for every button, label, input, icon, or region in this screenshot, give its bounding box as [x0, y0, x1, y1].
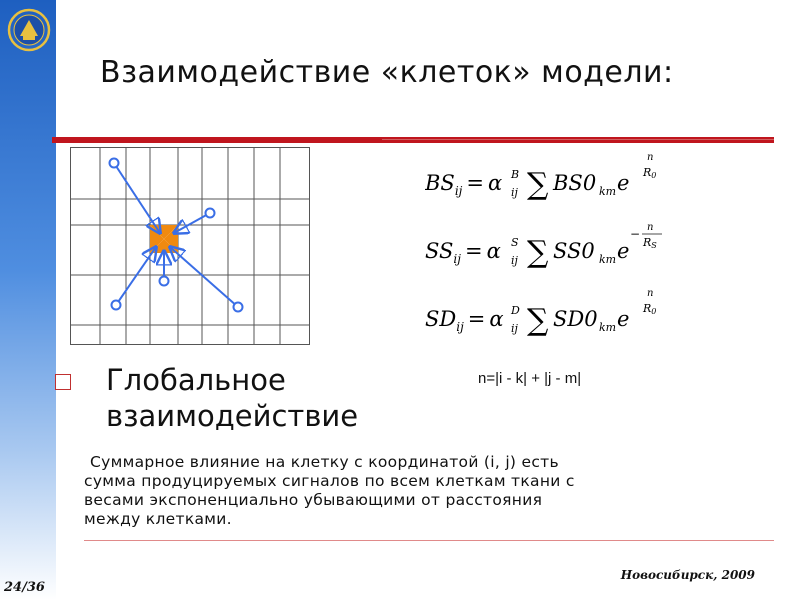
formula-bs	[425, 150, 675, 204]
title-divider	[52, 137, 774, 143]
description-line: Суммарное влияние на клетку с координатой (i, j) есть	[90, 453, 559, 471]
svg-text:−: −	[630, 227, 641, 241]
cell-grid-diagram	[70, 147, 310, 345]
svg-text:km: km	[599, 253, 617, 266]
bullet-line: Глобальное	[106, 363, 286, 397]
svg-text:km: km	[599, 185, 617, 198]
formula-ss	[425, 218, 675, 272]
description-divider	[84, 540, 774, 541]
description-line: весами экспоненциально убывающими от расстояния	[84, 491, 543, 509]
slide-title: Взаимодействие «клеток» модели:	[100, 55, 674, 90]
description-text	[84, 453, 724, 529]
grid-lines	[70, 147, 310, 345]
bullet-square-icon	[55, 374, 71, 390]
svg-text:n: n	[647, 152, 654, 163]
bullet-line: взаимодействие	[106, 399, 359, 433]
svg-text:SS0: SS0	[553, 239, 595, 263]
svg-text:B: B	[511, 168, 520, 181]
page-number: 24/36	[4, 580, 45, 595]
svg-text:SD0: SD0	[553, 307, 598, 331]
svg-text:e: e	[617, 307, 630, 331]
svg-text:n: n	[647, 288, 654, 299]
svg-text:∑: ∑	[527, 167, 549, 202]
svg-text:km: km	[599, 321, 617, 334]
svg-text:∑: ∑	[527, 303, 549, 338]
description-line: между клетками.	[84, 510, 232, 528]
svg-text:RS: RS	[643, 236, 657, 250]
svg-text:SSij=α: $SS_{ij} = \alpha$	[425, 239, 501, 266]
description-line: сумма продуцируемых сигналов по всем клеткам ткани с	[84, 472, 575, 490]
distance-definition: n=|i - k| + |j - m|	[478, 370, 582, 387]
sidebar-gradient	[0, 0, 56, 600]
svg-text:SDij=α: $SD_{ij} = \alpha$	[425, 307, 504, 334]
bullet-global-interaction	[106, 362, 358, 434]
svg-text:n: n	[647, 222, 654, 233]
institute-logo-icon	[6, 6, 52, 56]
svg-text:ij: ij	[511, 186, 518, 199]
footer-city: Новосибирск, 2009	[620, 568, 755, 582]
svg-text:∑: ∑	[527, 235, 549, 270]
svg-text:S: S	[511, 236, 519, 249]
svg-text:D: D	[511, 304, 520, 317]
svg-text:e: e	[617, 171, 630, 195]
svg-text:R0: R0	[643, 166, 657, 180]
svg-text:BS0: BS0	[553, 171, 597, 195]
svg-text:ij: ij	[511, 254, 518, 267]
svg-text:e: e	[617, 239, 630, 263]
svg-text:R0: R0	[643, 302, 657, 316]
svg-text:BSij=α: $BS_{ij} = \alpha$	[425, 171, 503, 198]
svg-text:ij: ij	[511, 322, 518, 335]
formula-sd	[425, 286, 675, 340]
